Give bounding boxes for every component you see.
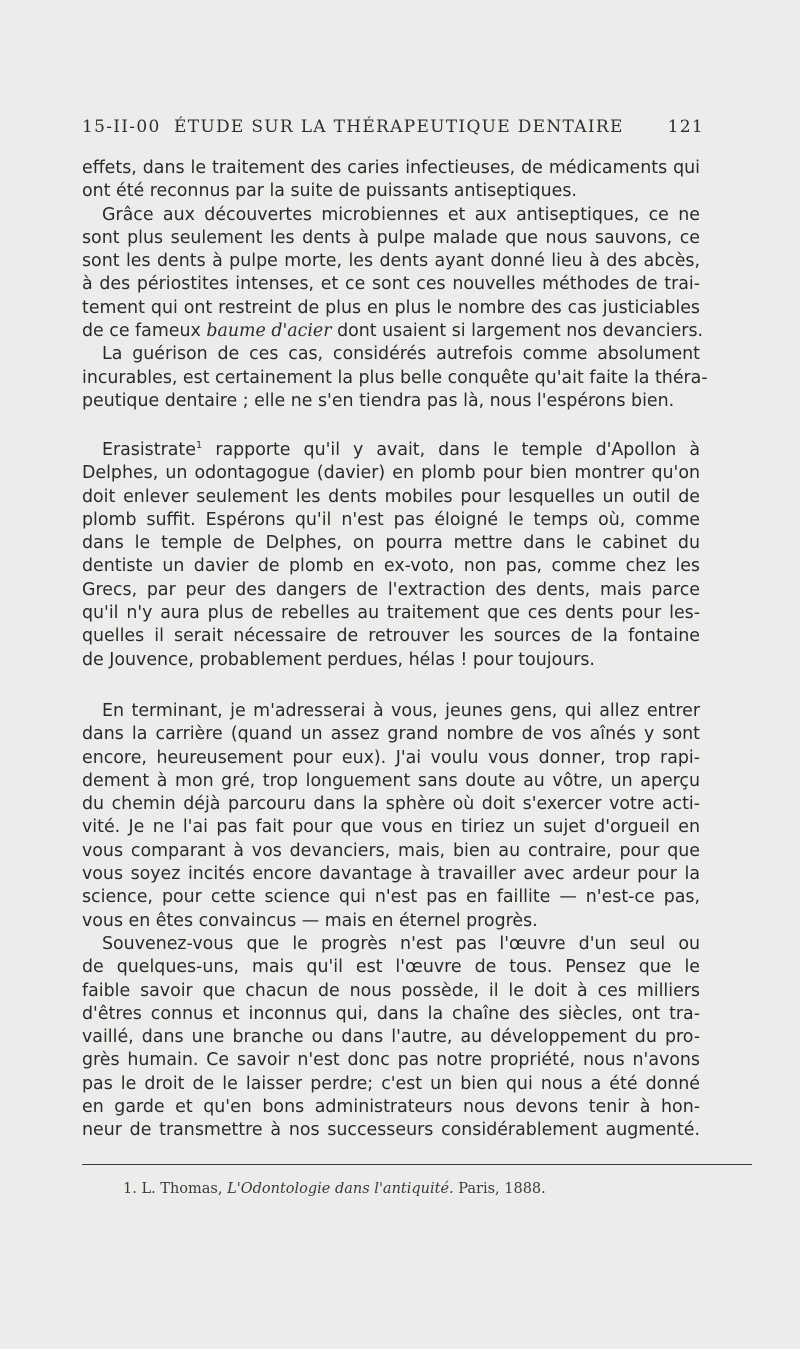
text-line: à des périostites intenses, et ce sont ces nouvelles méthodes de trai- xyxy=(82,274,700,295)
text-line: vous en êtes convaincus — mais en éternel progrès. xyxy=(82,910,538,931)
footnote-rule xyxy=(82,1164,752,1165)
paragraph-conclusion xyxy=(82,700,700,1143)
footnote-number: 1. xyxy=(123,1181,137,1197)
text-line: vaillé, dans une branche ou dans l'autre, au développement du pro- xyxy=(82,1027,700,1048)
text-line: En terminant, je m'adresserai à vous, jeunes gens, qui allez entrer xyxy=(102,701,700,721)
text-line: doit enlever seulement les dents mobiles pour lesquelles un outil de xyxy=(82,486,700,507)
text-line: sont les dents à pulpe morte, les dents ayant donné lieu à des abcès, xyxy=(82,251,700,272)
text-line: plomb suffit. Espérons qu'il n'est pas éloigné le temps où, comme xyxy=(82,509,700,530)
text-fragment: rapporte qu'il y avait, dans le temple d'Apollon à xyxy=(215,440,700,460)
text-line: neur de transmettre à nos successeurs considérablement augmenté. xyxy=(82,1120,700,1141)
text-line: de Jouvence, probablement perdues, hélas ! pour toujours. xyxy=(82,649,595,670)
text-fragment: Erasistrate xyxy=(102,440,196,460)
text-line: peutique dentaire ; elle ne s'en tiendra pas là, nous l'espérons bien. xyxy=(82,390,675,411)
running-head xyxy=(82,117,712,143)
text-line: incurables, est certainement la plus belle conquête qu'ait faite la théra- xyxy=(82,367,708,388)
text-line: encore, heureusement pour eux). J'ai voulu vous donner, trop rapi- xyxy=(82,747,700,768)
text-line: tement qui ont restreint de plus en plus le nombre des cas justiciables xyxy=(82,297,700,318)
text-line: La guérison de ces cas, considérés autrefois comme absolument xyxy=(102,344,700,365)
text-line: dans la carrière (quand un assez grand nombre de vos aînés y sont xyxy=(82,724,700,745)
text-line: vous comparant à vos devanciers, mais, bien au contraire, pour que xyxy=(82,840,700,861)
text-line: sont plus seulement les dents à pulpe malade que nous sauvons, ce xyxy=(82,227,700,248)
text-line: dans le temple de Delphes, on pourra mettre dans le cabinet du xyxy=(82,533,700,554)
text-line: dentiste un davier de plomb en ex-voto, non pas, comme chez les xyxy=(82,556,700,577)
issue-date: 15-II-00 xyxy=(82,117,161,137)
text-line: pas le droit de le laisser perdre; c'est un bien qui nous a été donné xyxy=(82,1073,700,1094)
footnote-author: L. Thomas, xyxy=(141,1181,223,1197)
italic-phrase: baume d'acier xyxy=(206,321,332,342)
text-fragment: de ce fameux xyxy=(82,321,201,342)
text-line: de quelques-uns, mais qu'il est l'œuvre de tous. Pensez que le xyxy=(82,957,700,978)
text-line: effets, dans le traitement des caries infectieuses, de médicaments qui xyxy=(82,158,700,178)
text-line xyxy=(82,439,700,462)
text-line: Grecs, par peur des dangers de l'extraction des dents, mais parce xyxy=(82,579,700,600)
text-line: dement à mon gré, trop longuement sans doute au vôtre, un aperçu xyxy=(82,770,700,791)
text-line: Souvenez-vous que le progrès n'est pas l'œuvre d'un seul ou xyxy=(102,933,700,954)
text-line: d'êtres connus et inconnus qui, dans la chaîne des siècles, ont tra- xyxy=(82,1003,700,1024)
text-line: ont été reconnus par la suite de puissants antiseptiques. xyxy=(82,181,577,202)
running-title: ÉTUDE SUR LA THÉRAPEUTIQUE DENTAIRE xyxy=(174,117,624,137)
text-line: vité. Je ne l'ai pas fait pour que vous en tiriez un sujet d'orgueil en xyxy=(82,817,700,838)
text-line: qu'il n'y aura plus de rebelles au traitement que ces dents pour les- xyxy=(82,603,700,624)
footnote xyxy=(123,1181,546,1197)
text-fragment: dont usaient si largement nos devanciers. xyxy=(337,321,704,342)
text-line: Grâce aux découvertes microbiennes et aux antiseptiques, ce ne xyxy=(102,204,700,225)
footnote-ref: 1 xyxy=(195,440,203,452)
text-line: grès humain. Ce savoir n'est donc pas notre propriété, nous n'avons xyxy=(82,1050,700,1071)
text-line: faible savoir que chacun de nous possède, il le doit à ces milliers xyxy=(82,980,700,1001)
paragraph-antiseptics xyxy=(82,157,708,413)
text-line xyxy=(82,320,704,343)
paragraph-erasistrate xyxy=(82,439,700,672)
page-number: 121 xyxy=(667,117,704,137)
text-line: du chemin déjà parcouru dans la sphère où doit s'exercer votre acti- xyxy=(82,794,700,815)
footnote-imprint: Paris, 1888. xyxy=(458,1181,546,1197)
footnote-title: L'Odontologie dans l'antiquité. xyxy=(227,1181,454,1197)
text-line: en garde et qu'en bons administrateurs nous devons tenir à hon- xyxy=(82,1097,700,1118)
text-line: Delphes, un odontagogue (davier) en plomb pour bien montrer qu'on xyxy=(82,463,700,484)
text-line: vous soyez incités encore davantage à travailler avec ardeur pour la xyxy=(82,864,700,885)
text-line: science, pour cette science qui n'est pas en faillite — n'est-ce pas, xyxy=(82,887,700,908)
text-line: quelles il serait nécessaire de retrouver les sources de la fontaine xyxy=(82,626,700,647)
